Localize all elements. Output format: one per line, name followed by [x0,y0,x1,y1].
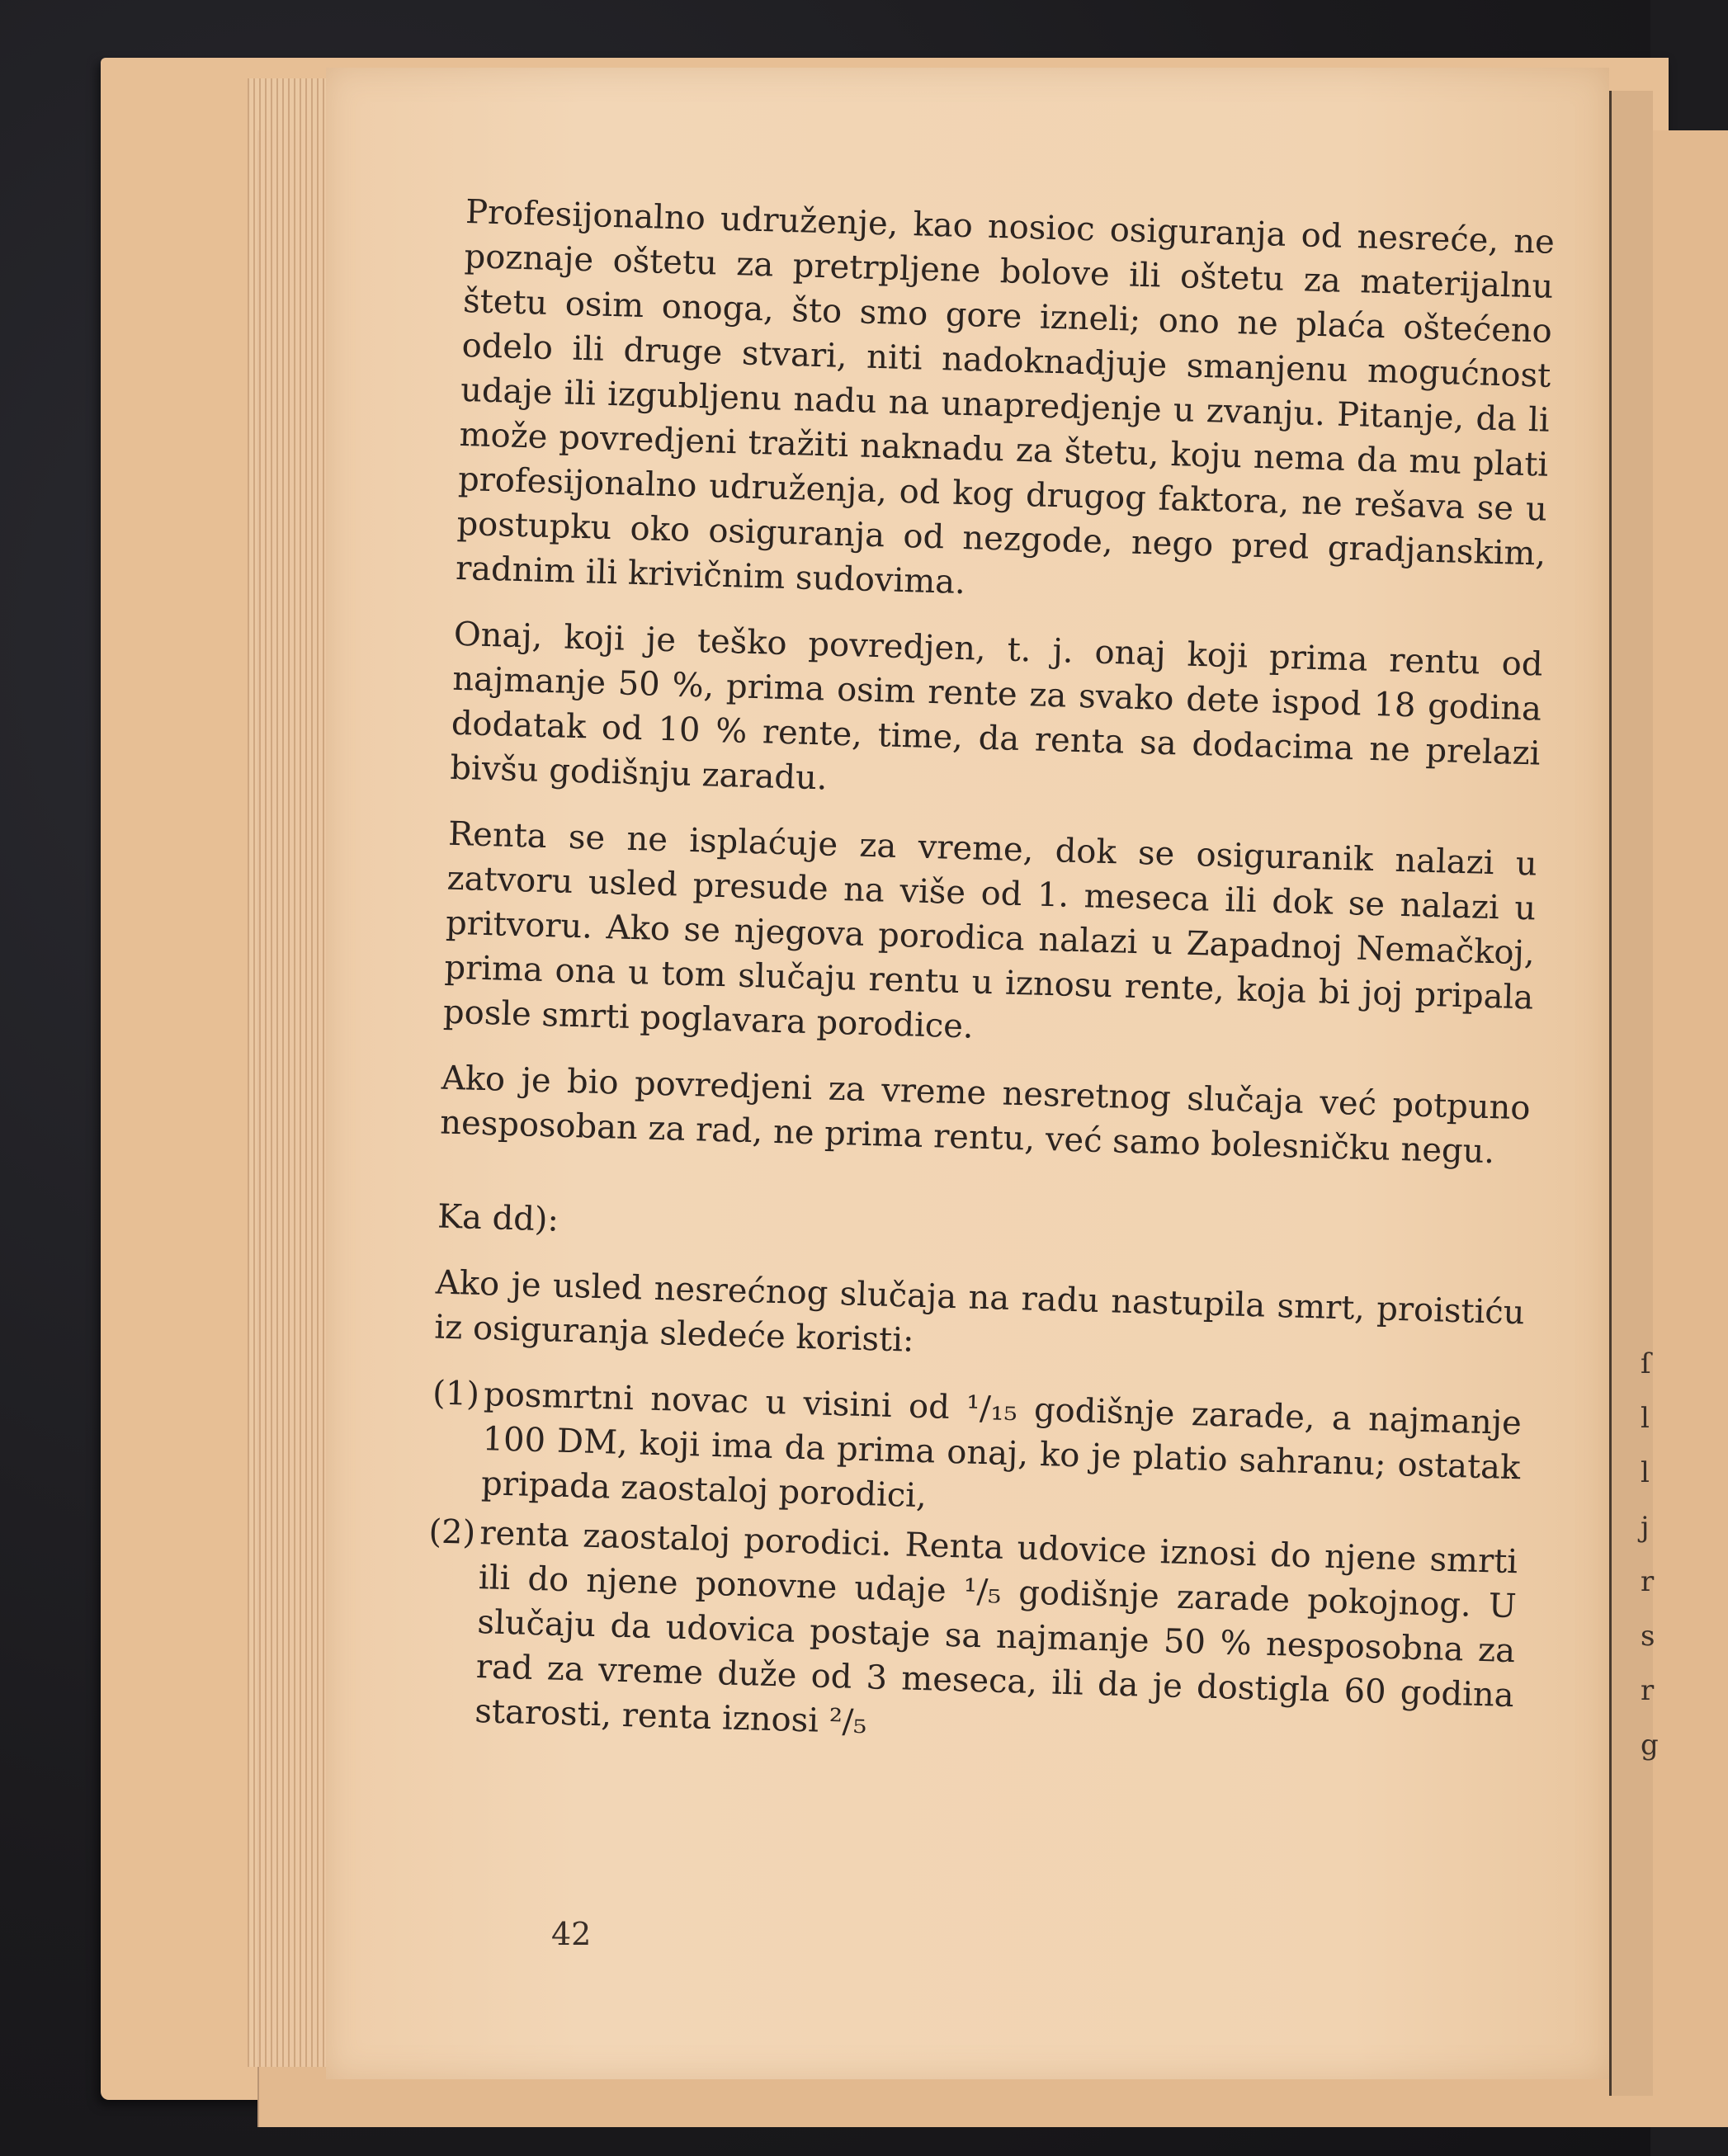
page-text-block [423,190,1556,1767]
paragraph: Profesijonalno udruženje, kao nosioc osiguranja od nesreće, ne poznaje oštetu za pretrpljene bolove ili oštetu za materijalnu štetu osim onoga, što smo gore izneli; ono ne plaća oštećeno odelo ili druge stvari, niti nadoknadjuje smanjenu mogućnost udaje ili izgubljenu nadu na unapredjenje u zvanju. Pitanje, da li može povredjeni tražiti naknadu za štetu, koju nema da mu plati profesijonalno udruženja, od kog drugog faktora, ne rešava se u postupku oko osiguranja od nezgode, nego pred gradjanskim, radnim ili krivičnim sudovima. [455,192,1556,602]
neighbouring-page-letters: ſ l l j r s r g [1641,1347,1659,1762]
list-item [423,1509,1518,1762]
list-text: renta zaostaloj porodici. Renta udovice iznosi do njene smrti ili do njene ponovne udaje ¹/₅ godišnje zarade pokojnog. U slučaju da udovica postaje sa najmanje 50 % nesposobna za rad za vreme duže od 3 meseca, ili da je dostigla 60 godina starosti, renta iznosi ²/₅ [474,1514,1518,1742]
list-number: (1) [432,1374,480,1414]
section-intro: Ako je usled nesrećnog slučaja na radu nastupila smrt, proistiću iz osiguranja sledeće koristi: [433,1263,1526,1360]
paragraph: Ako je bio povredjeni za vreme nesretnog slučaja već potpuno nesposoban za rad, ne prima rentu, već samo bolesničku negu. [439,1059,1532,1172]
page-edges [248,78,330,2067]
page-number: 42 [551,1916,592,1952]
neighbouring-page [1609,91,1659,2096]
paragraph: Onaj, koji je teško povredjen, t. j. onaj koji prima rentu od najmanje 50 %, prima osim rente za svako dete ispod 18 godina dodatak od 10 % rente, time, da renta sa dodacima ne prelazi bivšu godišnju zaradu. [449,615,1544,798]
list-text: posmrtni novac u visini od ¹/₁₅ godišnje zarade, a najmanje 100 DM, koji ima da prima onaj, ko je platio sahranu; ostatak pripada zaostaloj porodici, [480,1375,1523,1516]
list-number: (2) [427,1512,476,1552]
paragraph: Renta se ne isplaćuje za vreme, dok se osiguranik nalazi u zatvoru usled presude na više od 1. meseca ili dok se nalazi u pritvoru. Ako se njegova porodica nalazi u Zapadnoj Nemačkoj, prima ona u tom slučaju rentu u iznosu rente, koja bi joj pripala posle smrti poglavara porodice. [442,814,1538,1046]
list-item [429,1370,1522,1535]
section-label: Ka dd): [437,1197,559,1239]
